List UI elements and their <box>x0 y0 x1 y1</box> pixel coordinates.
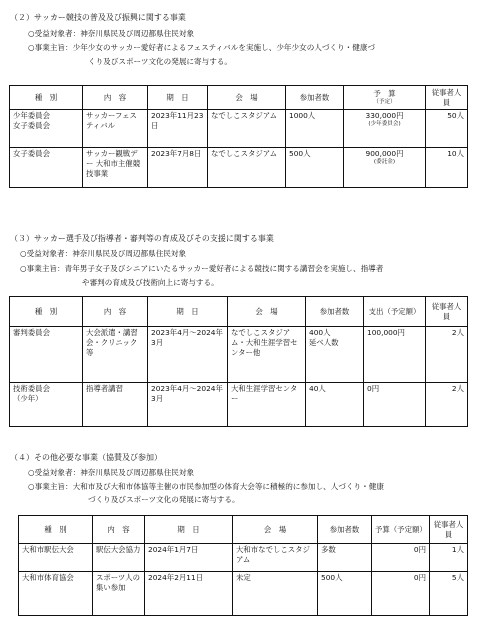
cell-venue: なでしこスタジアム <box>208 110 286 148</box>
cell-venue: 未定 <box>233 572 318 616</box>
header-budget: 予算（予定額） <box>372 516 430 544</box>
cell-budget: 0円 <box>372 544 430 572</box>
header-type: 種 別 <box>10 297 83 327</box>
cell-content: 指導者講習 <box>83 383 148 427</box>
header-date: 期 日 <box>148 297 228 327</box>
cell-date: 2023年7月8日 <box>148 148 208 188</box>
cell-budget: 330,000円 (少年委員会) <box>344 110 426 148</box>
table-row <box>19 544 468 572</box>
header-participants: 参加者数 <box>306 297 364 327</box>
header-venue: 会 場 <box>208 86 286 110</box>
header-date: 期 日 <box>145 516 233 544</box>
section2-purpose-line1: ○事業主旨：少年少女のサッカー愛好者によるフェスティバルを実施し、少年少女の人づくり・健康づ <box>28 43 376 52</box>
table-row <box>10 383 468 427</box>
section2-purpose-line2: くり及びスポーツ文化の発展に寄与する。 <box>88 57 232 66</box>
header-content: 内 容 <box>93 516 145 544</box>
cell-venue: なでしこスタジアム・大和生涯学習センター他 <box>228 327 306 383</box>
cell-type: 少年委員会 女子委員会 <box>10 110 83 148</box>
cell-content: サッカーフェスティバル <box>83 110 148 148</box>
cell-venue: 大和市なでしこスタジアム <box>233 544 318 572</box>
table-header-row <box>10 297 468 327</box>
cell-content: 大会派遣・講習会・クリニック等 <box>83 327 148 383</box>
table-header-row <box>19 516 468 544</box>
cell-participants: 500人 <box>318 572 372 616</box>
cell-staff: 50人 <box>426 110 468 148</box>
header-budget-note: （予定） <box>373 99 396 106</box>
cell-content: 駅伝大会協力 <box>93 544 145 572</box>
cell-expense: 100,000円 <box>364 327 426 383</box>
section4-title: （４）その他必要な事業（協賛及び参加） <box>10 453 162 462</box>
header-staff: 従事者人員 <box>426 86 468 110</box>
cell-type: 女子委員会 <box>10 148 83 188</box>
cell-staff: 10人 <box>426 148 468 188</box>
cell-content: サッカー観戦デー 大和市主催競技事業 <box>83 148 148 188</box>
cell-type: 技術委員会 （少年） <box>10 383 83 427</box>
header-type: 種 別 <box>10 86 83 110</box>
table-header-row <box>10 86 468 110</box>
cell-budget: 900,000円 (委託金) <box>344 148 426 188</box>
header-participants: 参加者数 <box>318 516 372 544</box>
section3-purpose-line1: ○事業主旨：青年男子女子及びシニアにいたるサッカー愛好者による競技に関する講習会を実施し、指導者 <box>20 264 384 273</box>
cell-content: スポーツ人の集い参加 <box>93 572 145 616</box>
header-expense: 支出（予定額） <box>364 297 426 327</box>
table-row <box>10 148 468 188</box>
section4-purpose-line2: づくり及びスポーツ文化の発展に寄与する。 <box>88 495 240 504</box>
cell-type: 大和市体育協会 <box>19 572 93 616</box>
cell-participants: 40人 <box>306 383 364 427</box>
cell-date: 2023年4月～2024年3月 <box>148 383 228 427</box>
cell-date: 2024年2月11日 <box>145 572 233 616</box>
cell-date: 2023年4月～2024年3月 <box>148 327 228 383</box>
header-participants: 参加者数 <box>286 86 344 110</box>
table-row <box>10 110 468 148</box>
cell-venue: 大和生涯学習センター <box>228 383 306 427</box>
cell-participants: 1000人 <box>286 110 344 148</box>
cell-staff: 1人 <box>430 544 468 572</box>
section3-title: （３）サッカー選手及び指導者・審判等の育成及びその支援に関する事業 <box>10 234 274 243</box>
cell-budget: 0円 <box>372 572 430 616</box>
header-budget: 予 算 （予定） <box>344 86 426 110</box>
section2-title: （２）サッカー競技の普及及び振興に関する事業 <box>10 13 186 22</box>
header-venue: 会 場 <box>233 516 318 544</box>
section2-targets: ○受益対象者：神奈川県民及び周辺都県住民対象 <box>28 29 195 38</box>
cell-expense: 0円 <box>364 383 426 427</box>
header-venue: 会 場 <box>228 297 306 327</box>
budget-note: (少年委員会) <box>368 120 401 127</box>
section3-table <box>9 296 468 427</box>
cell-staff: 5人 <box>430 572 468 616</box>
cell-participants: 500人 <box>286 148 344 188</box>
cell-date: 2023年11月23日 <box>148 110 208 148</box>
header-staff: 従事者人員 <box>430 516 468 544</box>
budget-note: (委託金) <box>373 158 396 165</box>
cell-participants: 多数 <box>318 544 372 572</box>
table-row <box>19 572 468 616</box>
table-row <box>10 327 468 383</box>
cell-type: 大和市駅伝大会 <box>19 544 93 572</box>
cell-staff: 2人 <box>426 327 468 383</box>
section3-targets: ○受益対象者：神奈川県民及び周辺都県住民対象 <box>20 249 187 258</box>
header-staff: 従事者人員 <box>426 297 468 327</box>
header-date: 期 日 <box>148 86 208 110</box>
header-type: 種 別 <box>19 516 93 544</box>
cell-date: 2024年1月7日 <box>145 544 233 572</box>
cell-venue: なでしこスタジアム <box>208 148 286 188</box>
cell-type: 審判委員会 <box>10 327 83 383</box>
header-content: 内 容 <box>83 297 148 327</box>
section3-purpose-line2: や審判の育成及び技術向上に寄与する。 <box>82 278 219 287</box>
section4-purpose-line1: ○事業主旨：大和市及び大和市体協等主催の市民参加型の体育大会等に積極的に参加し、人づくり・健康 <box>28 482 384 491</box>
section4-table <box>18 515 468 616</box>
cell-participants: 400人 延べ人数 <box>306 327 364 383</box>
section2-table <box>9 85 468 188</box>
header-content: 内 容 <box>83 86 148 110</box>
cell-staff: 2人 <box>426 383 468 427</box>
section4-targets: ○受益対象者：神奈川県民及び周辺都県住民対象 <box>28 468 195 477</box>
